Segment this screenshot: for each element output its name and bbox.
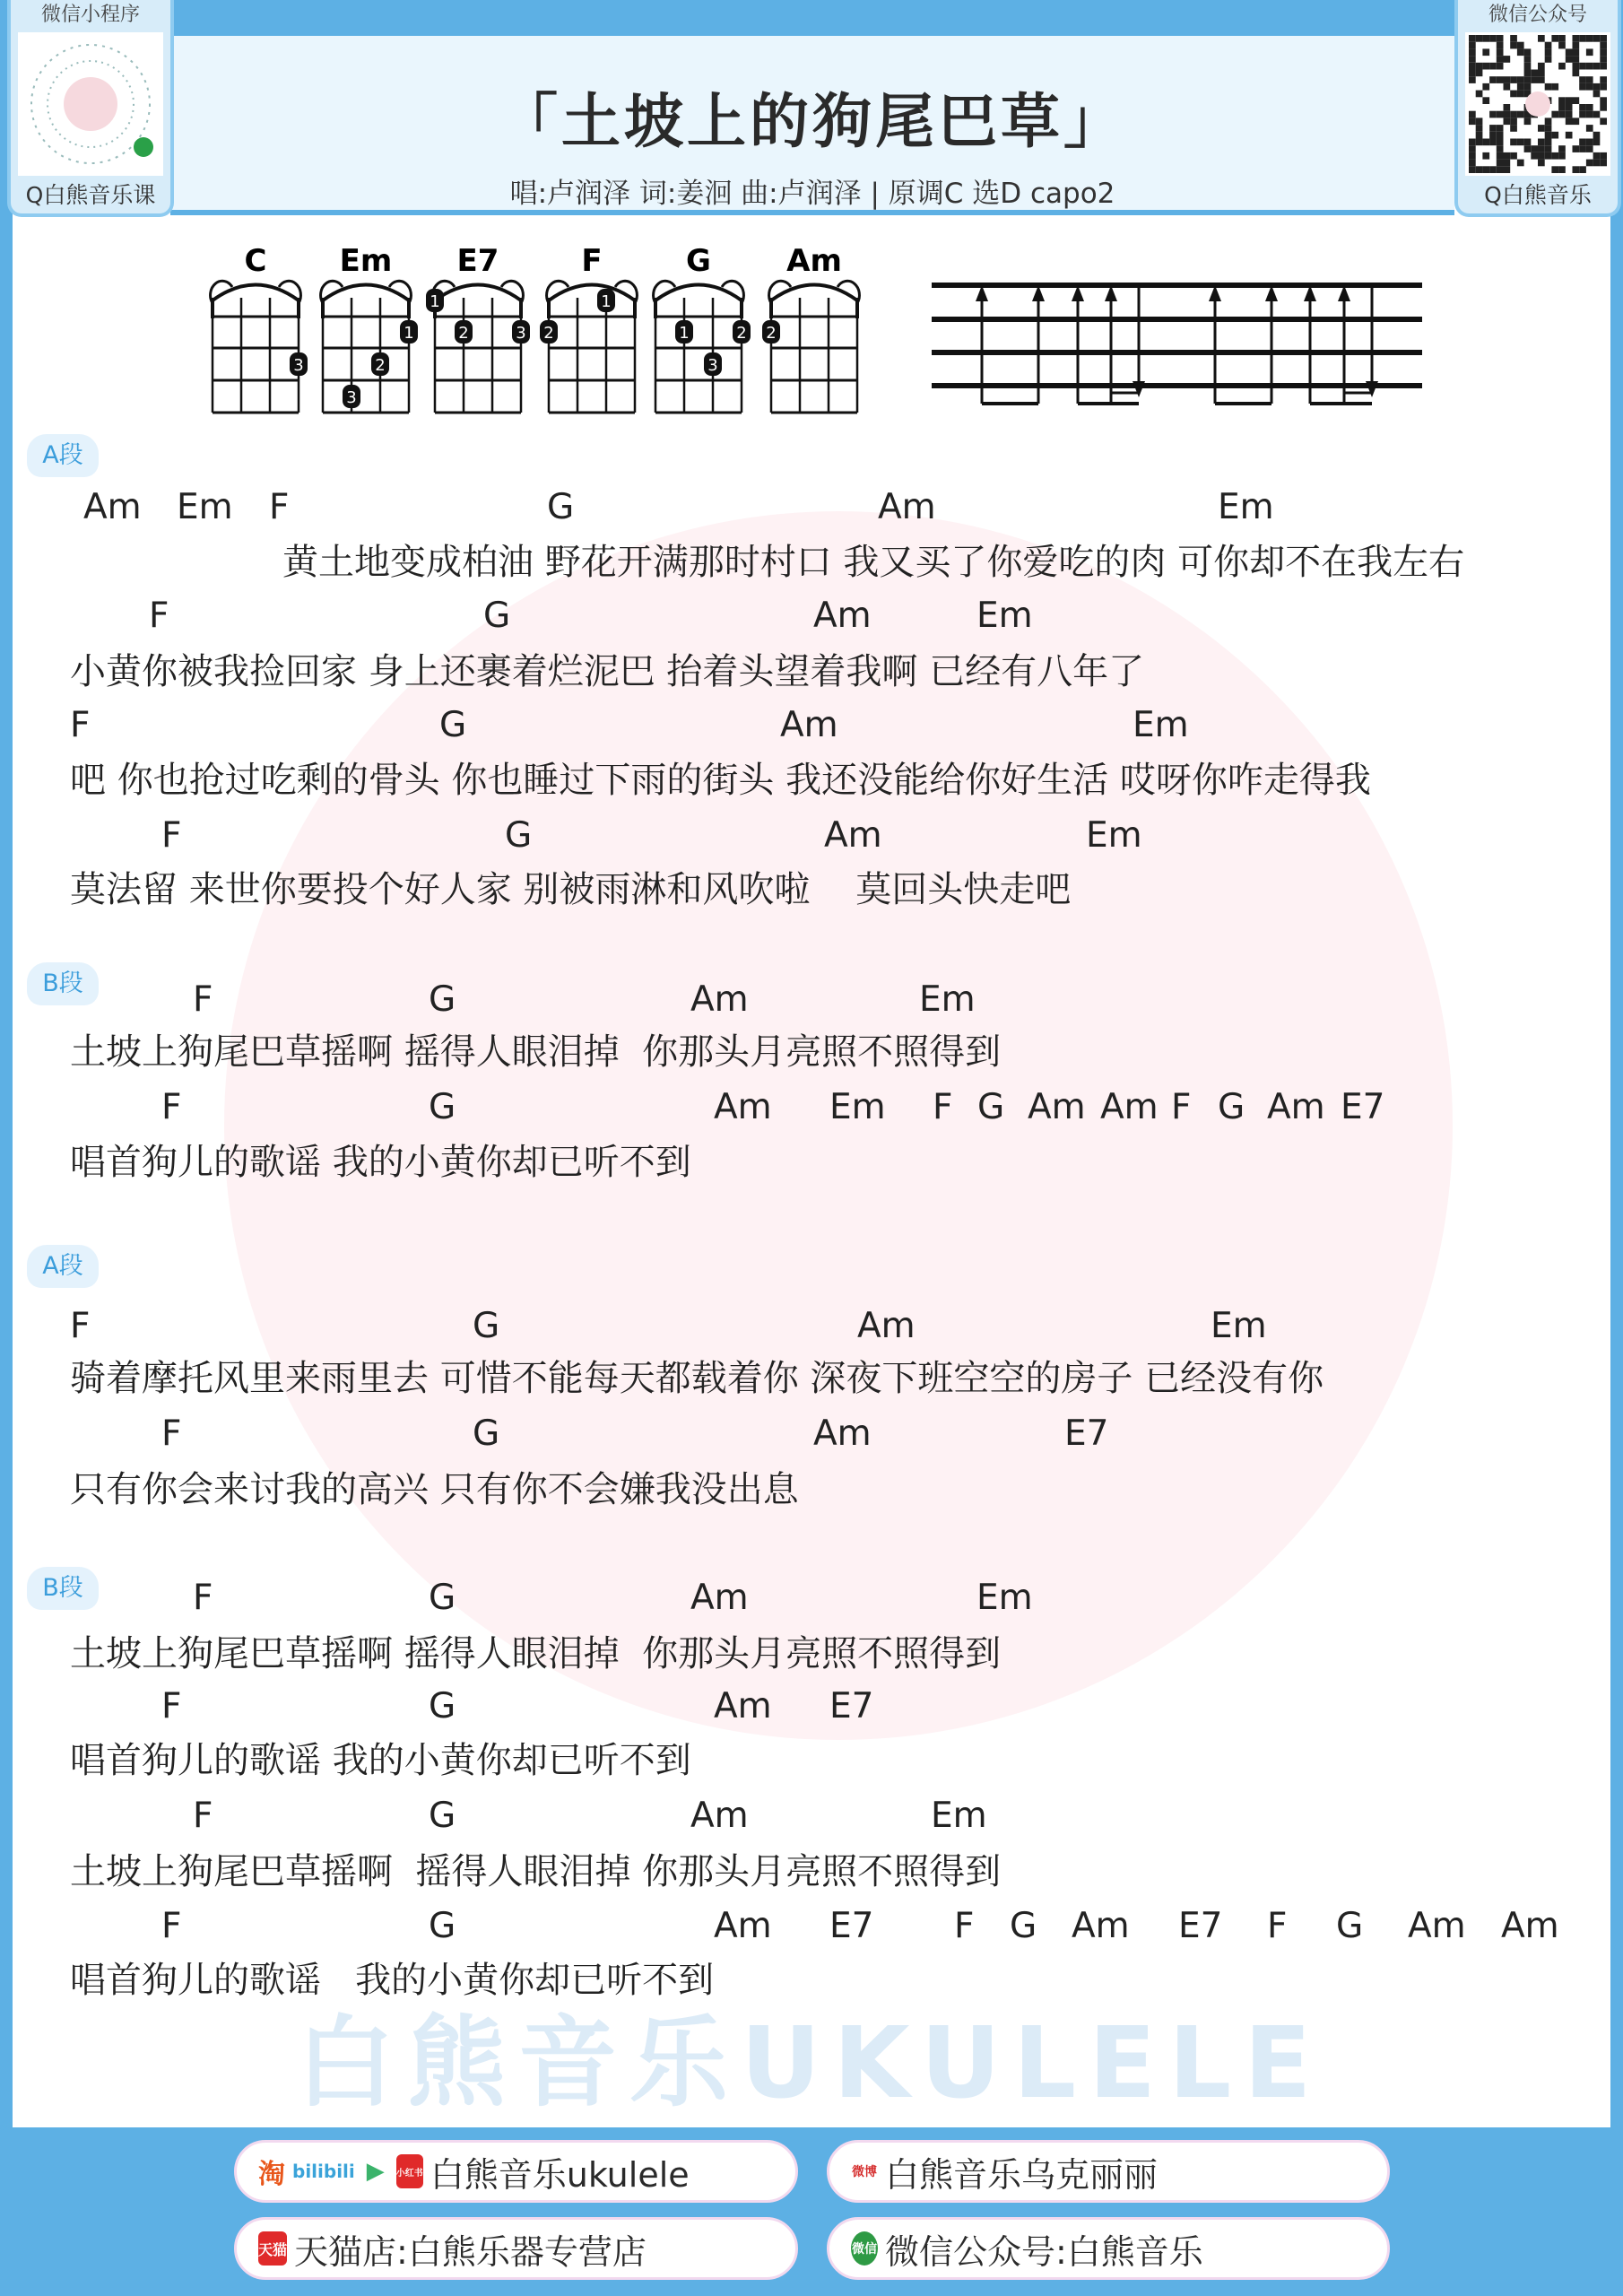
- chord-label: Am: [714, 1087, 772, 1127]
- chord-label: Am: [690, 1578, 749, 1618]
- finger-number: 2: [766, 324, 777, 343]
- song-title: 「土坡上的狗尾巴草」: [499, 87, 1126, 156]
- section-label: A段: [27, 434, 99, 477]
- chord-label: E7: [1064, 1413, 1109, 1454]
- chord-label: E7: [1178, 1906, 1223, 1946]
- chord-label: G: [977, 1087, 1005, 1127]
- chord-label: Em: [177, 487, 233, 527]
- chord-label: Em: [1086, 815, 1142, 856]
- chord-label: G: [439, 705, 467, 745]
- finger-number: 2: [458, 324, 469, 343]
- lyric-line: 黄土地变成柏油 野花开满那时村口 我又买了你爱吃的肉 可你却不在我左右: [282, 542, 1465, 583]
- chord-label: Em: [919, 979, 976, 1020]
- finger-number: 1: [404, 324, 414, 343]
- chord-label: G: [429, 1578, 456, 1618]
- chord-row: [0, 485, 1623, 530]
- chord-row: [0, 1576, 1623, 1621]
- chord-row: [0, 1412, 1623, 1457]
- chord-label: Em: [1218, 487, 1274, 527]
- song-credits: 唱:卢润泽 词:姜洄 曲:卢润泽 | 原调C 选D capo2: [509, 178, 1115, 210]
- lyric-line: 莫法留 来世你要投个好人家 别被雨淋和风吹啦 莫回头快走吧: [70, 869, 1072, 910]
- chord-label: F: [193, 1578, 213, 1618]
- chord-label: Em: [1133, 705, 1189, 745]
- chord-label: Am: [857, 1306, 916, 1346]
- chord-label: Am: [1100, 1087, 1159, 1127]
- chord-label: F: [1171, 1087, 1192, 1127]
- lyric-line: 吧 你也抢过吃剩的骨头 你也睡过下雨的街头 我还没能给你好生活 哎呀你咋走得我: [70, 760, 1371, 801]
- social-link-weibo[interactable]: [827, 2140, 1390, 2203]
- social-link-tmall[interactable]: [234, 2217, 798, 2280]
- finger-number: 3: [707, 356, 718, 375]
- chord-label: G: [473, 1306, 500, 1346]
- taobao-icon: 淘: [258, 2159, 285, 2190]
- chord-label: Am: [1028, 1087, 1086, 1127]
- chord-label: G: [429, 979, 456, 1020]
- lyric-line: 只有你会来讨我的高兴 只有你不会嫌我没出息: [70, 1469, 799, 1510]
- chord-name: F: [581, 243, 603, 279]
- chord-row: [0, 1304, 1623, 1349]
- chord-label: F: [193, 979, 213, 1020]
- chord-diagram-C: [211, 243, 308, 413]
- chord-label: F: [954, 1906, 975, 1946]
- wechat-icon: 微信: [851, 2231, 878, 2266]
- chord-label: G: [429, 1906, 456, 1946]
- chord-name: G: [686, 243, 711, 279]
- chord-label: Am: [690, 1796, 749, 1836]
- bilibili-icon: bilibili: [292, 2161, 355, 2182]
- chord-label: Am: [1072, 1906, 1130, 1946]
- chord-label: F: [161, 1413, 182, 1454]
- chord-label: F: [161, 1686, 182, 1726]
- chord-label: Em: [931, 1796, 987, 1836]
- social-link-ukulele[interactable]: [234, 2140, 798, 2203]
- lyric-line: 小黄你被我捡回家 身上还裹着烂泥巴 抬着头望着我啊 已经有八年了: [70, 651, 1145, 692]
- finger-number: 1: [430, 292, 440, 311]
- chord-label: Am: [780, 705, 838, 745]
- lyric-line: 土坡上狗尾巴草摇啊 摇得人眼泪掉 你那头月亮照不照得到: [70, 1031, 1002, 1073]
- chord-label: E7: [829, 1686, 874, 1726]
- chord-label: Em: [976, 596, 1033, 636]
- watermark-text: 白熊音乐UKULELE: [296, 2005, 1324, 2120]
- chord-label: E7: [1341, 1087, 1385, 1127]
- social-link-label: 白熊音乐ukulele: [430, 2154, 690, 2195]
- chord-row: [0, 1085, 1623, 1130]
- chord-row: [0, 1904, 1623, 1949]
- chord-label: F: [933, 1087, 953, 1127]
- chord-diagram-Am: [762, 243, 859, 413]
- chord-row: [0, 703, 1623, 748]
- social-link-label: 白熊音乐乌克丽丽: [885, 2154, 1159, 2195]
- finger-number: 2: [736, 324, 747, 343]
- chord-label: Am: [1267, 1087, 1325, 1127]
- chord-label: G: [483, 596, 511, 636]
- finger-number: 2: [375, 356, 386, 375]
- chord-name: Em: [339, 243, 393, 279]
- chord-label: Em: [829, 1087, 886, 1127]
- chord-row: [0, 594, 1623, 639]
- finger-number: 1: [679, 324, 690, 343]
- chord-row: [0, 978, 1623, 1022]
- chord-label: G: [547, 487, 575, 527]
- chord-name: E7: [456, 243, 499, 279]
- lyric-line: 土坡上狗尾巴草摇啊 摇得人眼泪掉 你那头月亮照不照得到: [70, 1633, 1002, 1674]
- qr-bottom-label: Q白熊音乐: [1484, 182, 1592, 208]
- strum-pattern: [932, 285, 1422, 404]
- chord-diagram-F: [540, 243, 637, 413]
- chord-label: G: [1336, 1906, 1364, 1946]
- video-play-icon: ▶: [366, 2158, 385, 2185]
- qr-top-label: 微信小程序: [40, 4, 140, 26]
- chord-label: F: [161, 815, 182, 856]
- chord-row: [0, 1684, 1623, 1729]
- social-link-label: 天猫店:白熊乐器专营店: [294, 2231, 647, 2272]
- finger-number: 2: [543, 324, 554, 343]
- lyric-line: 土坡上狗尾巴草摇啊 摇得人眼泪掉 你那头月亮照不照得到: [70, 1851, 1002, 1892]
- chord-label: F: [161, 1906, 182, 1946]
- finger-number: 3: [346, 388, 357, 407]
- social-link-label: 微信公众号:白熊音乐: [885, 2231, 1203, 2272]
- chord-label: F: [70, 1306, 91, 1346]
- chord-row: [0, 813, 1623, 858]
- chord-label: G: [505, 815, 533, 856]
- section-label: B段: [27, 1567, 99, 1610]
- lyric-line: 唱首狗儿的歌谣 我的小黄你却已听不到: [70, 1142, 691, 1183]
- chord-label: F: [1267, 1906, 1288, 1946]
- chord-label: Am: [813, 596, 872, 636]
- chord-diagram-Em: [321, 243, 418, 413]
- chord-label: G: [1010, 1906, 1037, 1946]
- chord-name: Am: [786, 243, 842, 279]
- finger-number: 3: [516, 324, 526, 343]
- chord-label: E7: [829, 1906, 874, 1946]
- qr-top-label: 微信公众号: [1488, 4, 1587, 26]
- chord-label: G: [429, 1087, 456, 1127]
- chord-label: G: [473, 1413, 500, 1454]
- lyric-line: 骑着摩托风里来雨里去 可惜不能每天都载着你 深夜下班空空的房子 已经没有你: [70, 1358, 1324, 1399]
- lyric-line: 唱首狗儿的歌谣 我的小黄你却已听不到: [70, 1740, 691, 1781]
- lyric-line: 唱首狗儿的歌谣 我的小黄你却已听不到: [70, 1960, 715, 2001]
- chord-label: Am: [1501, 1906, 1559, 1946]
- chord-label: Am: [813, 1413, 872, 1454]
- qr-bottom-label: Q白熊音乐课: [25, 182, 156, 208]
- weibo-icon: 微博: [852, 2165, 877, 2179]
- chord-label: G: [429, 1686, 456, 1726]
- tmall-icon: 天猫: [258, 2231, 287, 2266]
- chord-label: Am: [690, 979, 749, 1020]
- social-link-wechat[interactable]: [827, 2217, 1390, 2280]
- chord-label: Am: [878, 487, 936, 527]
- xiaohongshu-icon: 小红书: [396, 2154, 423, 2188]
- chord-name: C: [244, 243, 267, 279]
- chord-label: Am: [824, 815, 882, 856]
- chord-label: F: [193, 1796, 213, 1836]
- chord-label: F: [70, 705, 91, 745]
- chord-label: Am: [1408, 1906, 1466, 1946]
- chord-label: G: [1218, 1087, 1245, 1127]
- chord-label: Am: [714, 1686, 772, 1726]
- chord-diagram-G: [654, 243, 751, 413]
- chord-label: F: [161, 1087, 182, 1127]
- section-label: A段: [27, 1245, 99, 1288]
- chord-label: Em: [1211, 1306, 1267, 1346]
- chord-label: G: [429, 1796, 456, 1836]
- chord-label: F: [149, 596, 169, 636]
- chord-label: Em: [976, 1578, 1033, 1618]
- section-label: B段: [27, 962, 99, 1005]
- finger-number: 3: [293, 356, 304, 375]
- chord-row: [0, 1794, 1623, 1839]
- chord-label: Am: [714, 1906, 772, 1946]
- chord-label: Am: [83, 487, 142, 527]
- finger-number: 1: [601, 292, 612, 311]
- chord-and-strum-diagrams: [0, 0, 1623, 430]
- chord-diagram-E7: [426, 243, 530, 413]
- chord-label: F: [269, 487, 290, 527]
